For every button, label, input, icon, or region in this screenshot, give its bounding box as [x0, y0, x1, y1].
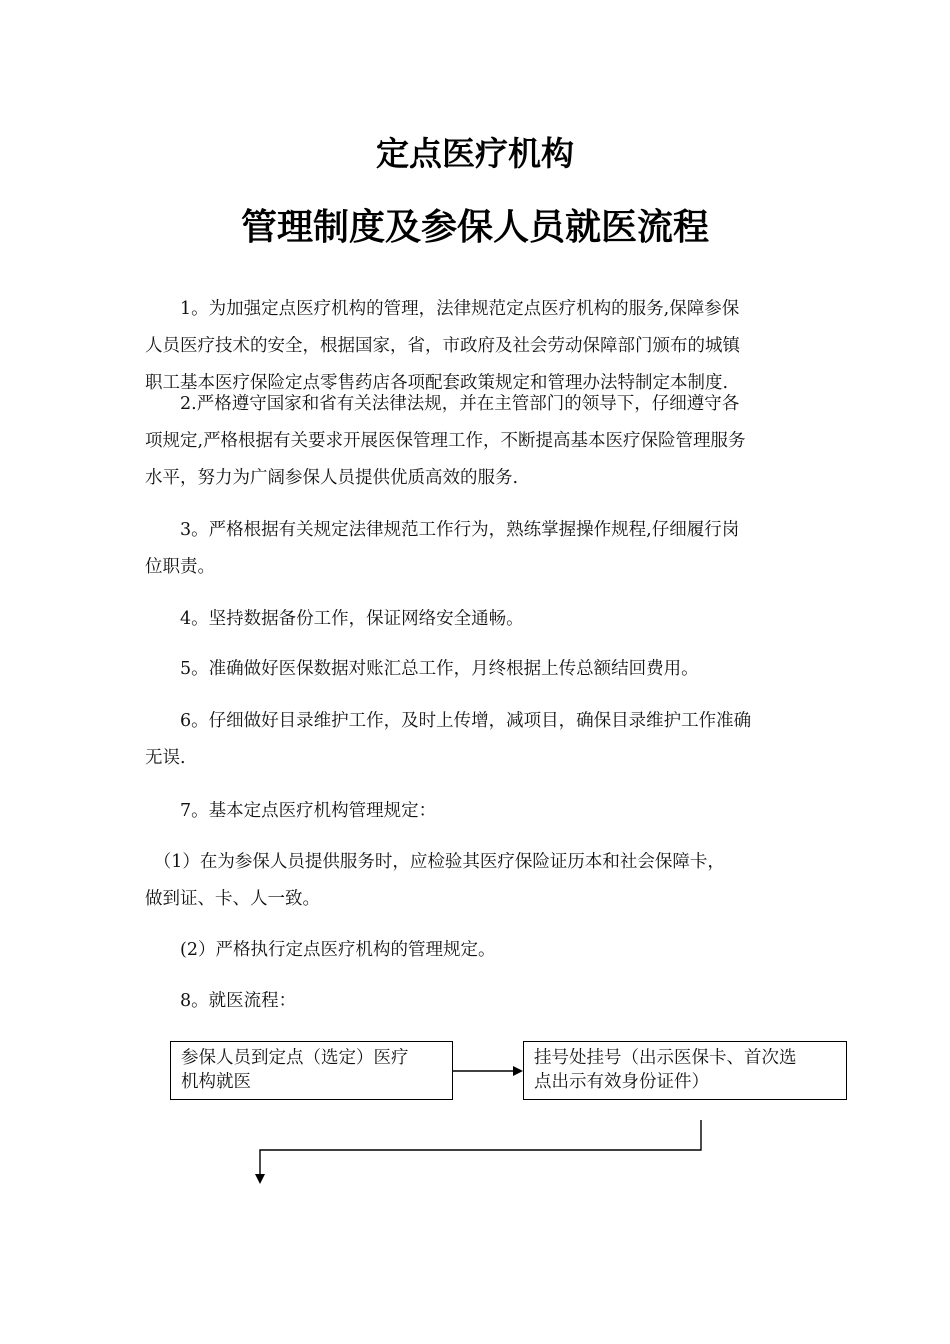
- paragraph-line: 2.严格遵守国家和省有关法律法规，并在主管部门的领导下，仔细遵守各: [145, 394, 740, 414]
- flow-step-text: 机构就医: [181, 1072, 251, 1092]
- paragraph-line: 位职责。: [145, 557, 215, 577]
- document-title-line-1: 定点医疗机构: [376, 134, 574, 173]
- paragraph-line: 6。仔细做好目录维护工作，及时上传增，减项目，确保目录维护工作准确: [145, 711, 752, 731]
- paragraph-line: 3。严格根据有关规定法律规范工作行为，熟练掌握操作规程,仔细履行岗: [145, 520, 740, 540]
- paragraph-line: 做到证、卡、人一致。: [145, 889, 320, 909]
- flow-step-text: 参保人员到定点（选定）医疗: [181, 1048, 409, 1068]
- paragraph-line: 人员医疗技术的安全，根据国家，省，市政府及社会劳动保障部门颁布的城镇: [145, 336, 740, 356]
- flow-step-visit-hospital: [170, 1041, 453, 1100]
- flow-step-text: 挂号处挂号（出示医保卡、首次选: [534, 1048, 797, 1068]
- document-title-line-2: 管理制度及参保人员就医流程: [240, 207, 709, 248]
- paragraph-line: 7。基本定点医疗机构管理规定：: [145, 801, 437, 821]
- paragraph-line: 职工基本医疗保险定点零售药店各项配套政策规定和管理办法特制定本制度.: [145, 373, 729, 393]
- flow-step-text: 点出示有效身份证件）: [534, 1072, 709, 1092]
- paragraph-line: 8。就医流程：: [145, 991, 297, 1011]
- paragraph-line: 无误.: [145, 748, 186, 768]
- arrow-down-connector: [255, 1120, 701, 1184]
- paragraph-line: 项规定,严格根据有关要求开展医保管理工作，不断提高基本医疗保险管理服务: [145, 431, 746, 451]
- arrow-right-connector: [453, 1066, 523, 1076]
- paragraph-line: 5。准确做好医保数据对账汇总工作，月终根据上传总额结回费用。: [145, 659, 699, 679]
- paragraph-line: (2）严格执行定点医疗机构的管理规定。: [145, 940, 496, 960]
- paragraph-line: 4。坚持数据备份工作，保证网络安全通畅。: [145, 609, 524, 629]
- flow-step-registration: [523, 1041, 847, 1100]
- paragraph-line: 1。为加强定点医疗机构的管理，法律规范定点医疗机构的服务,保障参保: [145, 299, 740, 319]
- paragraph-line: 水平，努力为广阔参保人员提供优质高效的服务.: [145, 468, 519, 488]
- paragraph-line: （1）在为参保人员提供服务时，应检验其医疗保险证历本和社会保障卡，: [145, 852, 725, 872]
